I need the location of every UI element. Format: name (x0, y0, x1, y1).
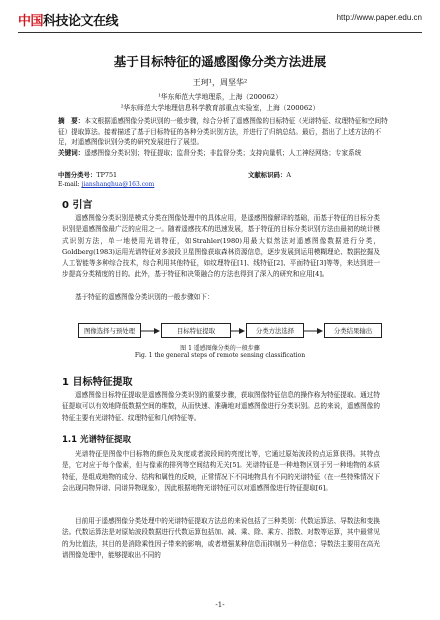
keywords-text: 遥感图像分类识别；特征提取；监督分类；非监督分类；支持向量机；人工神经网络；专家系统 (84, 148, 362, 157)
flow-step-method-selection: 分类方法选择 (246, 323, 304, 338)
intro-paragraph-1: 遥感图像分类识别是模式分类在图像处理中的具体应用，是遥感图像解译的基础，而基于特征的目标分类识别是遥感图像最广泛的应用之一。随着遥感技术的迅速发展，基于特征的目标分类识别方法由最初的统计模式识别方法，单一地使用光谱特征，如Strahler(1980)用最大似然法对遥感图像数据进行分类，Goldberg(1983)运用光谱特征对多波段卫星图像获取森林资源信息，逐步发展到运用模糊理论、数据挖掘及人工智能等多种综合技术，综合利用其他特征，如纹理特征[1]、线特征[2]、平面特征[3]等等，来达到进一步提高分类精度的目的。此外，基于特征和决策融合的方法也得到了深入的研究和应用[4]。 (62, 214, 380, 279)
classification-line (58, 170, 388, 179)
site-logo[interactable] (18, 10, 118, 29)
clc-label: 中图分类号： (58, 171, 97, 179)
section-heading-feature-extraction: 1 目标特征提取 (62, 377, 133, 388)
feature-paragraph-1: 遥感图像目标特征提取是遥感图像分类识别的重要步骤，获取图像特征信息的操作称为特征提取。通过特征提取可以有效地降低数据空间的维数，从而快速、准确地对遥感图像进行分类识别。总的来说，遥感图像的特征主要有光谱特征、纹理特征和几何特征等。 (62, 391, 380, 422)
logo-red-text: 中国 (18, 14, 44, 29)
email-line (58, 181, 154, 188)
header-rule (18, 32, 422, 33)
logo-black-text: 科技论文在线 (43, 14, 119, 29)
keywords-label: 关键词： (58, 148, 85, 157)
flow-step-preprocess: 图像选择与预处理 (78, 323, 141, 338)
clc-value: TP751 (96, 171, 118, 179)
spectral-paragraph-2: 目前用于遥感图像分类处理中的光谱特征提取方法总的来说包括了三种类别：代数运算法、导数法和变换法。代数运算法是对原始波段数据进行代数运算包括加、减、乘、除、乘方、指数、对数等运算，其中最常见的为比值法，其目的是消除乘性因子带来的影响，或者增强某种信息而抑制另一种信息；导数法主要用在高光谱图像处理中，能够提取出不同的 (62, 517, 380, 559)
affiliation-2: ²华东师范大学地理信息科学教育部重点实验室，上海（200062） (120, 104, 320, 112)
paper-authors: 王珂¹，周坚华² (192, 78, 248, 87)
intro-paragraph-2: 基于特征的遥感图像分类识别的一般步骤如下： (75, 293, 214, 301)
email-link[interactable]: jianshanghua@163.com (81, 181, 155, 188)
flow-step-output: 分类结果输出 (324, 323, 382, 338)
spectral-paragraph-1: 光谱特征是图像中目标物的颜色及灰度或者波段间的亮度比等，它通过原始波段的点运算获得。其特点是，它对应于每个像素，但与像素的排列等空间结构无关[5]。光谱特征是一种地物区别于另一种地物的本质特征，是组成地物的成分、结构和属性的反映，正常情况下不同地物具有不同的光谱特征（在一些特殊情况下会出现同物异谱、同谱异物现象），因此根据地物光谱特征可以对遥感图像进行特征提取[6]。 (62, 450, 380, 492)
abstract-label: 摘 要： (58, 117, 85, 125)
figure-caption-en: Fig. 1 the general steps of remote sensing classification (134, 352, 306, 359)
site-url[interactable]: http://www.paper.edu.cn (336, 13, 422, 22)
site-header (18, 7, 422, 31)
paper-title: 基于目标特征的遥感图像分类方法进展 (113, 54, 327, 69)
figure-caption-cn: 图 1 遥感图像分类的一般步骤 (180, 345, 260, 352)
affiliation-1: ¹华东师范大学地理系，上海（200062） (158, 93, 282, 101)
section-heading-spectral: 1.1 光谱特征提取 (62, 435, 132, 445)
doc-code-value: A (286, 171, 291, 179)
abstract (58, 116, 388, 158)
email-label: E-mail: (58, 181, 80, 188)
section-heading-intro: 0 引言 (62, 200, 93, 211)
abstract-text: 本文根据遥感图像分类识别的一般步骤，综合分析了遥感图像的目标特征（光谱特征、纹理特征和空间特征）提取算法。接着描述了基于目标特征的各种分类识别方法，并进行了归纳总结。最后，指出了上述方法的不足，对遥感图像识别分类的研究发展进行了展望。 (58, 117, 388, 146)
page-number: -1- (215, 601, 225, 609)
flow-step-feature-extraction: 目标特征提取 (161, 323, 231, 338)
doc-code-label: 文献标识码： (248, 171, 287, 179)
